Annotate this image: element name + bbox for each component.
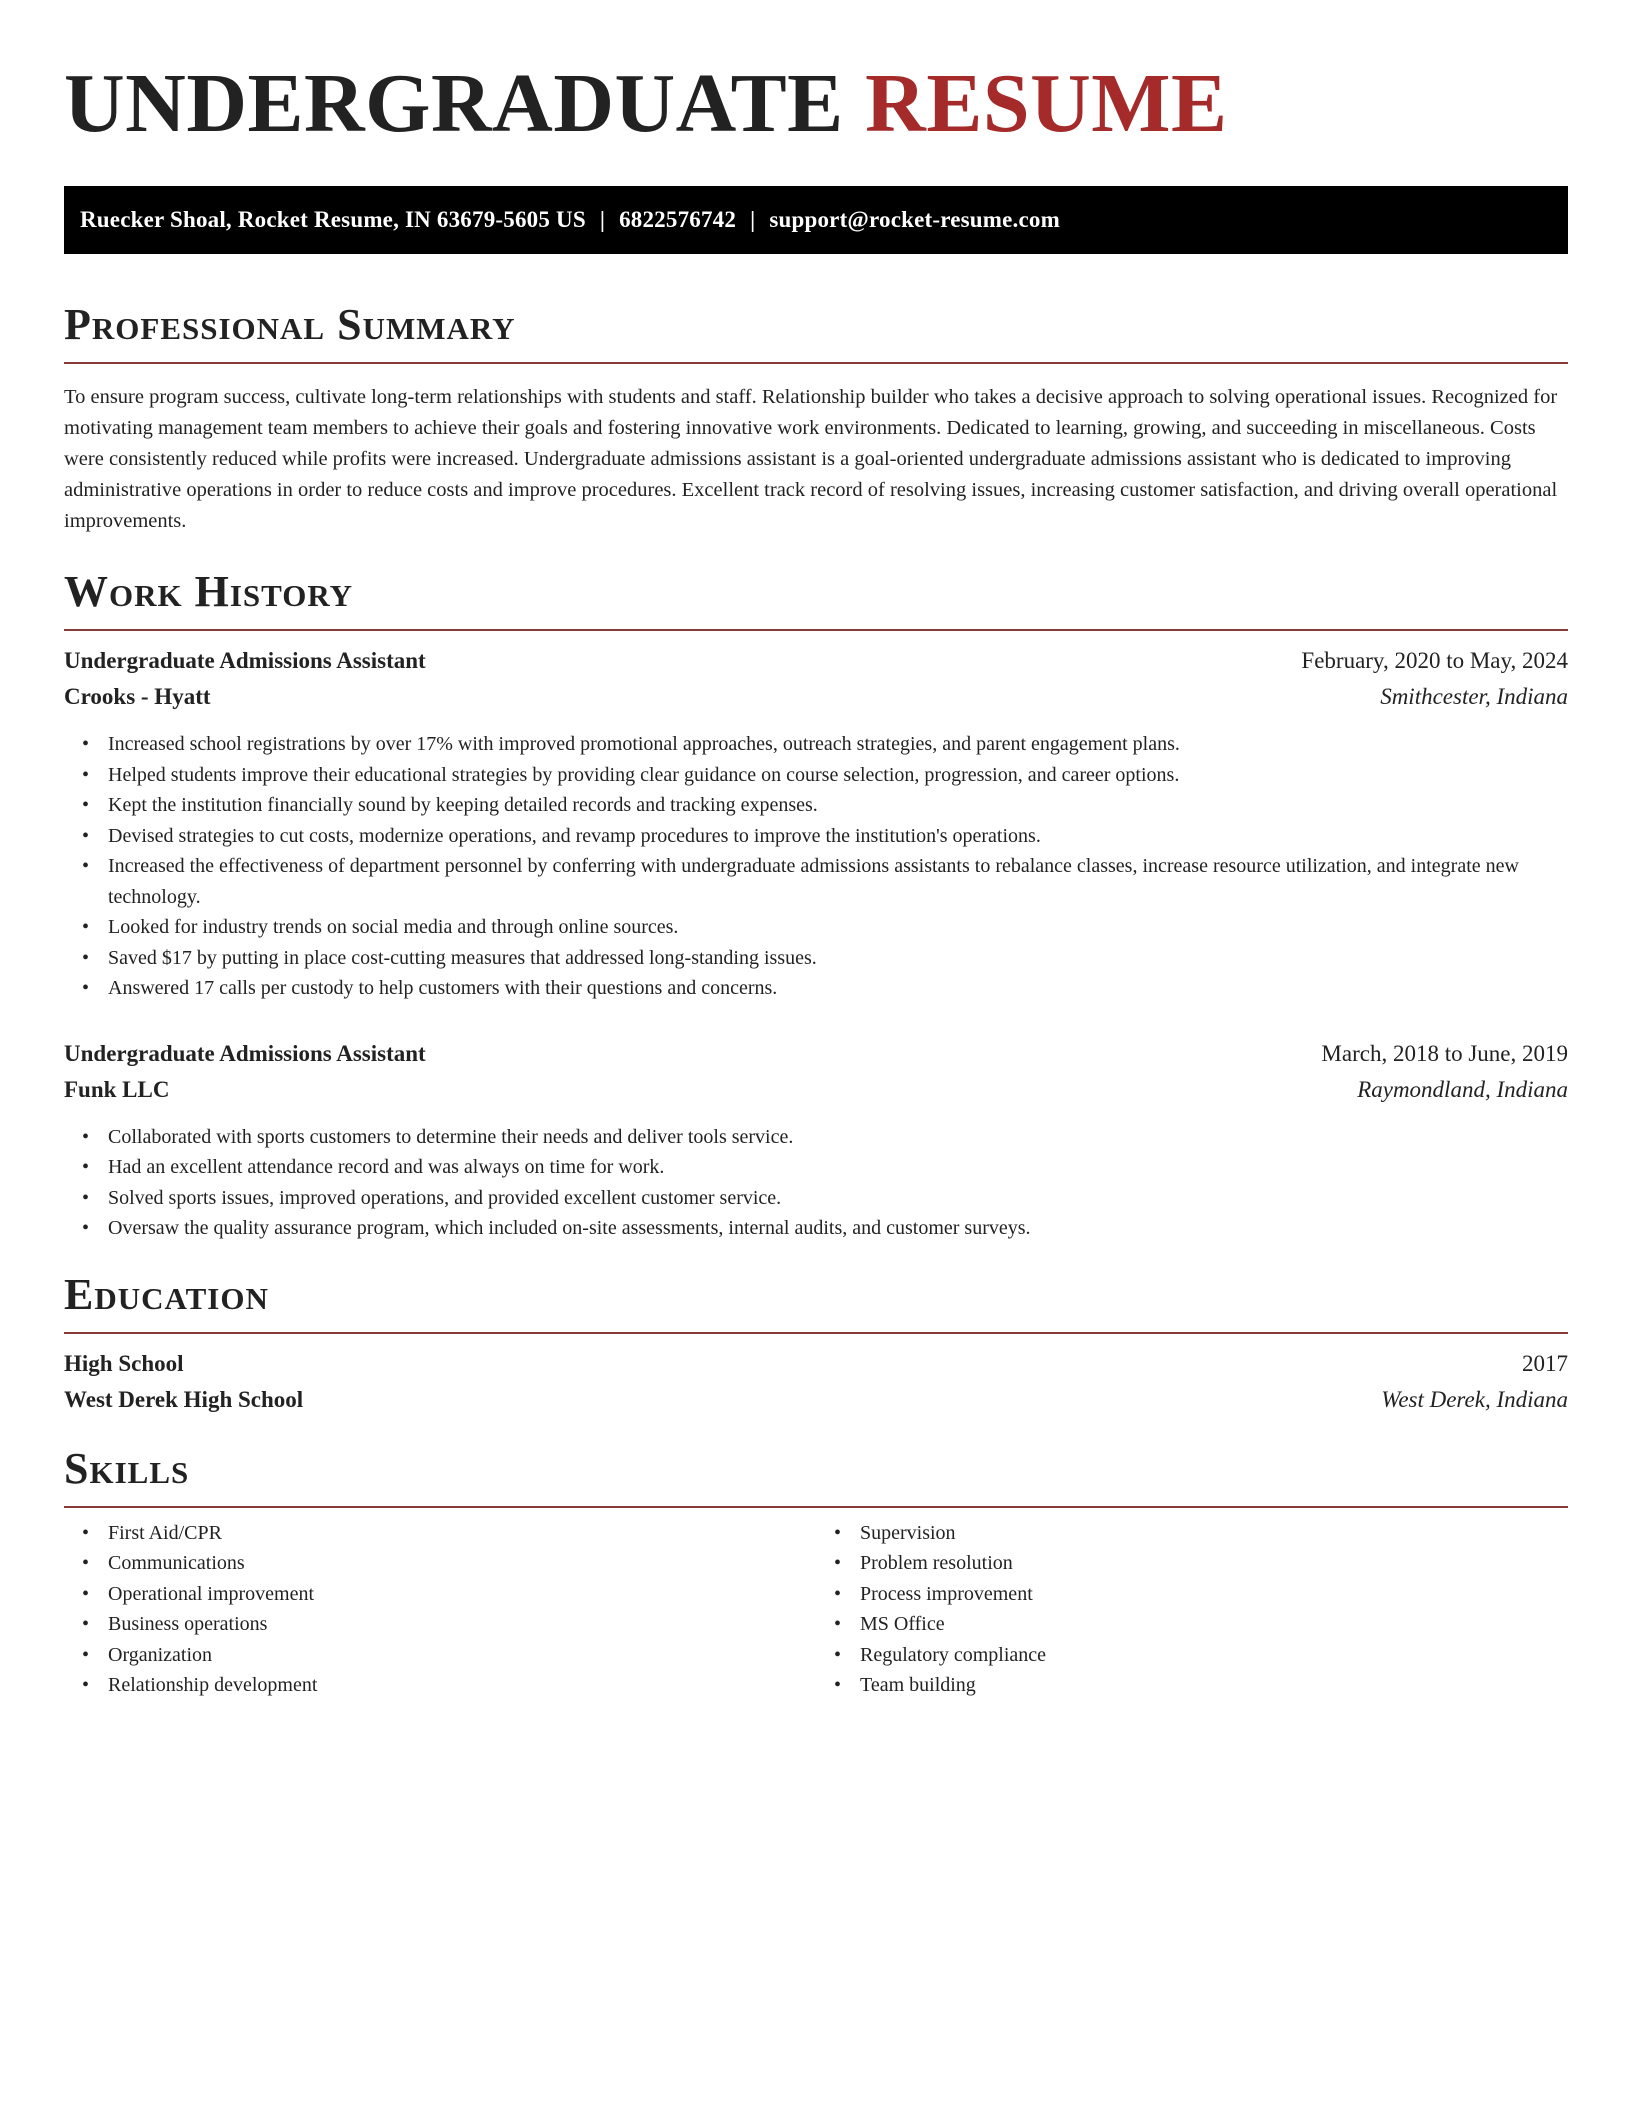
job-company-row <box>64 679 1568 715</box>
bullet-icon: • <box>834 1674 842 1696</box>
education-degree-row <box>64 1346 1568 1382</box>
list-item: • Had an excellent attendance record and was always on time for work. <box>108 1152 1568 1183</box>
list-item: • Relationship development <box>108 1670 816 1701</box>
list-item: • Operational improvement <box>108 1579 816 1610</box>
job-title-row <box>64 1036 1568 1072</box>
list-item: • Looked for industry trends on social media and through online sources. <box>108 912 1568 943</box>
education-year: 2017 <box>1522 1350 1568 1376</box>
list-item: • Devised strategies to cut costs, modernize operations, and revamp procedures to improve the institution's operations. <box>108 821 1568 852</box>
title-accent: RESUME <box>865 57 1228 150</box>
skills-list <box>816 1518 1568 1701</box>
education-location: West Derek, Indiana <box>1381 1386 1568 1412</box>
bullet-icon: • <box>82 1552 90 1574</box>
list-item: • Problem resolution <box>860 1548 1568 1579</box>
education-degree: High School <box>64 1350 184 1376</box>
job-company: Funk LLC <box>64 1076 170 1102</box>
skills-column-left <box>64 1518 816 1701</box>
job-dates: March, 2018 to June, 2019 <box>1321 1040 1568 1066</box>
title-main: UNDERGRADUATE <box>64 57 844 150</box>
bullet-icon: • <box>834 1552 842 1574</box>
section-divider <box>64 1506 1568 1508</box>
education-school: West Derek High School <box>64 1386 304 1412</box>
section-heading: Skills <box>64 1443 190 1493</box>
job-title: Undergraduate Admissions Assistant <box>64 648 426 673</box>
list-item: • Helped students improve their educational strategies by providing clear guidance on course selection, progression, and career options. <box>108 760 1568 791</box>
skills-column-right <box>816 1518 1568 1701</box>
job-entry <box>64 643 1568 1004</box>
contact-bar <box>64 186 1568 254</box>
list-item: • Saved $17 by putting in place cost-cutting measures that addressed long-standing issues. <box>108 943 1568 974</box>
section-divider <box>64 362 1568 364</box>
job-bullets <box>64 729 1568 1004</box>
bullet-icon: • <box>834 1643 842 1666</box>
bullet-icon: • <box>82 1521 90 1544</box>
bullet-icon: • <box>82 824 90 847</box>
job-title: Undergraduate Admissions Assistant <box>64 1040 426 1066</box>
job-company: Crooks - Hyatt <box>64 684 211 709</box>
list-item: • Oversaw the quality assurance program, which included on-site assessments, internal audits, and customer surveys. <box>108 1213 1568 1244</box>
section-heading: Education <box>64 1269 269 1319</box>
skills-section <box>64 1444 1568 1701</box>
contact-email: support@rocket-resume.com <box>769 207 1060 232</box>
list-item: • Communications <box>108 1548 816 1579</box>
list-item: • Kept the institution financially sound by keeping detailed records and tracking expenses. <box>108 790 1568 821</box>
section-heading: Professional Summary <box>64 300 516 349</box>
section-divider <box>64 1332 1568 1334</box>
contact-address: Ruecker Shoal, Rocket Resume, IN 63679-5605 US <box>80 207 586 232</box>
contact-phone: 6822576742 <box>619 207 737 232</box>
skills-grid <box>64 1518 1568 1701</box>
bullet-icon: • <box>82 855 90 877</box>
bullet-icon: • <box>82 1217 90 1239</box>
bullet-icon: • <box>82 1125 90 1148</box>
education-school-row <box>64 1382 1568 1418</box>
list-item: • Organization <box>108 1640 816 1671</box>
list-item: • Solved sports issues, improved operations, and provided excellent customer service. <box>108 1183 1568 1214</box>
skills-list <box>64 1518 816 1701</box>
bullet-icon: • <box>82 946 90 969</box>
bullet-icon: • <box>82 1643 90 1666</box>
bullet-icon: • <box>834 1521 842 1544</box>
bullet-icon: • <box>82 1186 90 1209</box>
job-entry <box>64 1036 1568 1244</box>
list-item: • Regulatory compliance <box>860 1640 1568 1671</box>
list-item: • Increased the effectiveness of department personnel by conferring with undergraduate admissions assistants to rebalance classes, increase resource utilization, and integrate new technology. <box>108 851 1568 912</box>
education-section <box>64 1270 1568 1418</box>
section-heading: Work History <box>64 567 354 616</box>
list-item: • Collaborated with sports customers to determine their needs and deliver tools service. <box>108 1122 1568 1153</box>
job-bullets <box>64 1122 1568 1244</box>
page-title <box>64 56 1568 152</box>
bullet-icon: • <box>82 1613 90 1635</box>
section-divider <box>64 629 1568 631</box>
list-item: • Business operations <box>108 1609 816 1640</box>
summary-section <box>64 300 1568 537</box>
bullet-icon: • <box>834 1613 842 1635</box>
bullet-icon: • <box>82 794 90 816</box>
bullet-icon: • <box>82 977 90 999</box>
job-location: Raymondland, Indiana <box>1357 1076 1568 1102</box>
list-item: • Team building <box>860 1670 1568 1701</box>
bullet-icon: • <box>82 916 90 938</box>
summary-text: To ensure program success, cultivate long-term relationships with students and staff. Relationship builder who takes a decisive approach to solving operational issues. Recognized for motivating management team members to achieve their goals and fostering innovative work environments. Dedicated to learning, growing, and succeeding in miscellaneous. Costs were consistently reduced while profits were increased. Undergraduate admissions assistant is a goal-oriented undergraduate admissions assistant who is dedicated to improving administrative operations in order to reduce costs and improve procedures. Excellent track record of resolving issues, increasing customer satisfaction, and driving overall operational improvements. <box>64 386 1558 532</box>
bullet-icon: • <box>82 1156 90 1178</box>
job-title-row <box>64 643 1568 679</box>
education-entry <box>64 1346 1568 1418</box>
job-location: Smithcester, Indiana <box>1380 684 1568 709</box>
list-item: • First Aid/CPR <box>108 1518 816 1549</box>
work-history-section <box>64 567 1568 1244</box>
bullet-icon: • <box>82 1582 90 1605</box>
bullet-icon: • <box>82 763 90 786</box>
list-item: • Process improvement <box>860 1579 1568 1610</box>
list-item: • Increased school registrations by over 17% with improved promotional approaches, outreach strategies, and parent engagement plans. <box>108 729 1568 760</box>
bullet-icon: • <box>82 1674 90 1696</box>
job-dates: February, 2020 to May, 2024 <box>1301 648 1568 673</box>
list-item: • Answered 17 calls per custody to help customers with their questions and concerns. <box>108 973 1568 1004</box>
contact-separator: | <box>750 207 756 232</box>
list-item: • MS Office <box>860 1609 1568 1640</box>
bullet-icon: • <box>834 1582 842 1605</box>
contact-separator: | <box>599 207 606 232</box>
list-item: • Supervision <box>860 1518 1568 1549</box>
job-company-row <box>64 1072 1568 1108</box>
bullet-icon: • <box>82 733 90 755</box>
